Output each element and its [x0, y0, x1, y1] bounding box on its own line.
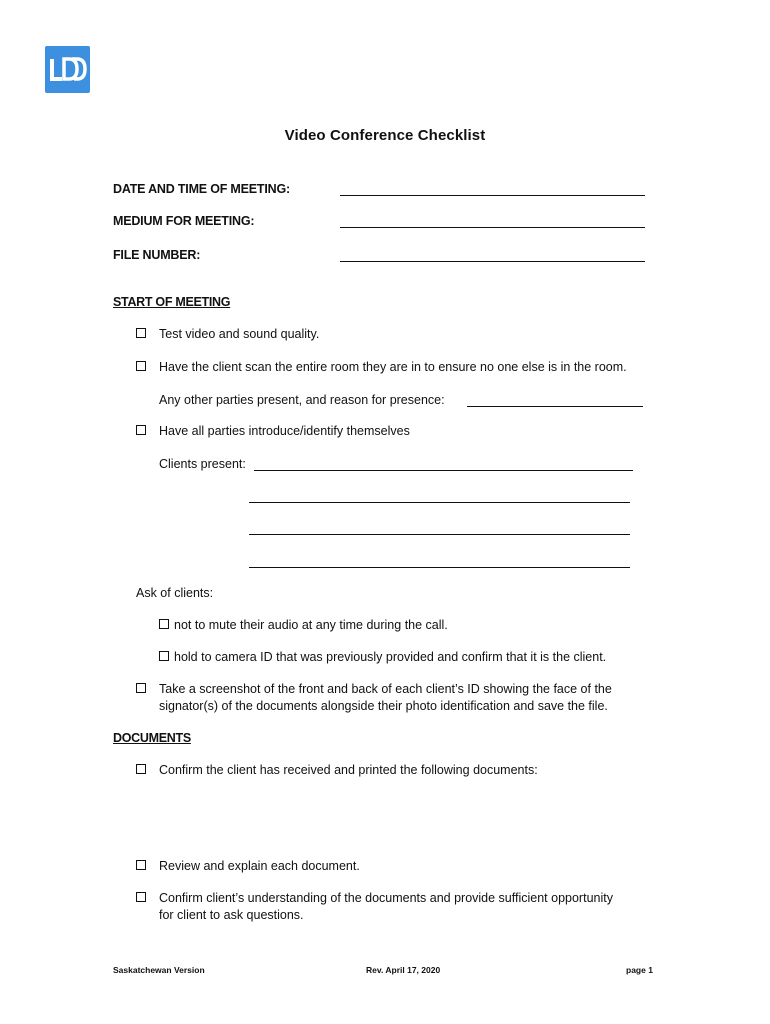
checkbox-confirm-understanding[interactable] — [136, 892, 146, 902]
received-docs-text: Confirm the client has received and printed the following documents: — [159, 763, 538, 777]
clients-present-field-4[interactable] — [249, 567, 630, 568]
date-time-field[interactable] — [340, 195, 645, 196]
clients-present-field-3[interactable] — [249, 534, 630, 535]
introduce-text: Have all parties introduce/identify themselves — [159, 424, 410, 438]
screenshot-text-line1: Take a screenshot of the front and back of each client’s ID showing the face of the — [159, 682, 612, 696]
checkbox-received-docs[interactable] — [136, 764, 146, 774]
checkbox-scan-room[interactable] — [136, 361, 146, 371]
documents-heading: DOCUMENTS — [113, 731, 191, 745]
page-title: Video Conference Checklist — [284, 127, 486, 144]
clients-present-label: Clients present: — [159, 457, 246, 471]
file-number-field[interactable] — [340, 261, 645, 262]
hold-id-text: hold to camera ID that was previously provided and confirm that it is the client. — [174, 650, 607, 664]
file-number-label: FILE NUMBER: — [113, 248, 201, 262]
clients-present-field-2[interactable] — [249, 502, 630, 503]
other-parties-label: Any other parties present, and reason for presence: — [159, 393, 445, 407]
footer-revision: Rev. April 17, 2020 — [366, 965, 441, 975]
clients-present-field-1[interactable] — [254, 470, 633, 471]
checkbox-review-docs[interactable] — [136, 860, 146, 870]
confirm-understanding-line2: for client to ask questions. — [159, 908, 304, 922]
no-mute-text: not to mute their audio at any time during the call. — [174, 618, 448, 632]
review-docs-text: Review and explain each document. — [159, 859, 360, 873]
confirm-understanding-line1: Confirm client’s understanding of the documents and provide sufficient opportunity — [159, 891, 613, 905]
checkbox-hold-id[interactable] — [159, 651, 169, 661]
checkbox-test-video[interactable] — [136, 328, 146, 338]
footer-version: Saskatchewan Version — [113, 965, 205, 975]
screenshot-text-line2: signator(s) of the documents alongside their photo identification and save the file. — [159, 699, 608, 713]
date-time-label: DATE AND TIME OF MEETING: — [113, 182, 290, 196]
test-video-text: Test video and sound quality. — [159, 327, 320, 341]
checkbox-screenshot[interactable] — [136, 683, 146, 693]
ldd-logo-icon — [45, 46, 90, 93]
medium-field[interactable] — [340, 227, 645, 228]
scan-room-text: Have the client scan the entire room they are in to ensure no one else is in the room. — [159, 360, 627, 374]
checkbox-introduce[interactable] — [136, 425, 146, 435]
other-parties-field[interactable] — [467, 406, 643, 407]
start-of-meeting-heading: START OF MEETING — [113, 295, 231, 309]
footer-page-number: page 1 — [626, 965, 653, 975]
medium-label: MEDIUM FOR MEETING: — [113, 214, 255, 228]
ask-of-clients-label: Ask of clients: — [136, 586, 214, 600]
checkbox-no-mute[interactable] — [159, 619, 169, 629]
